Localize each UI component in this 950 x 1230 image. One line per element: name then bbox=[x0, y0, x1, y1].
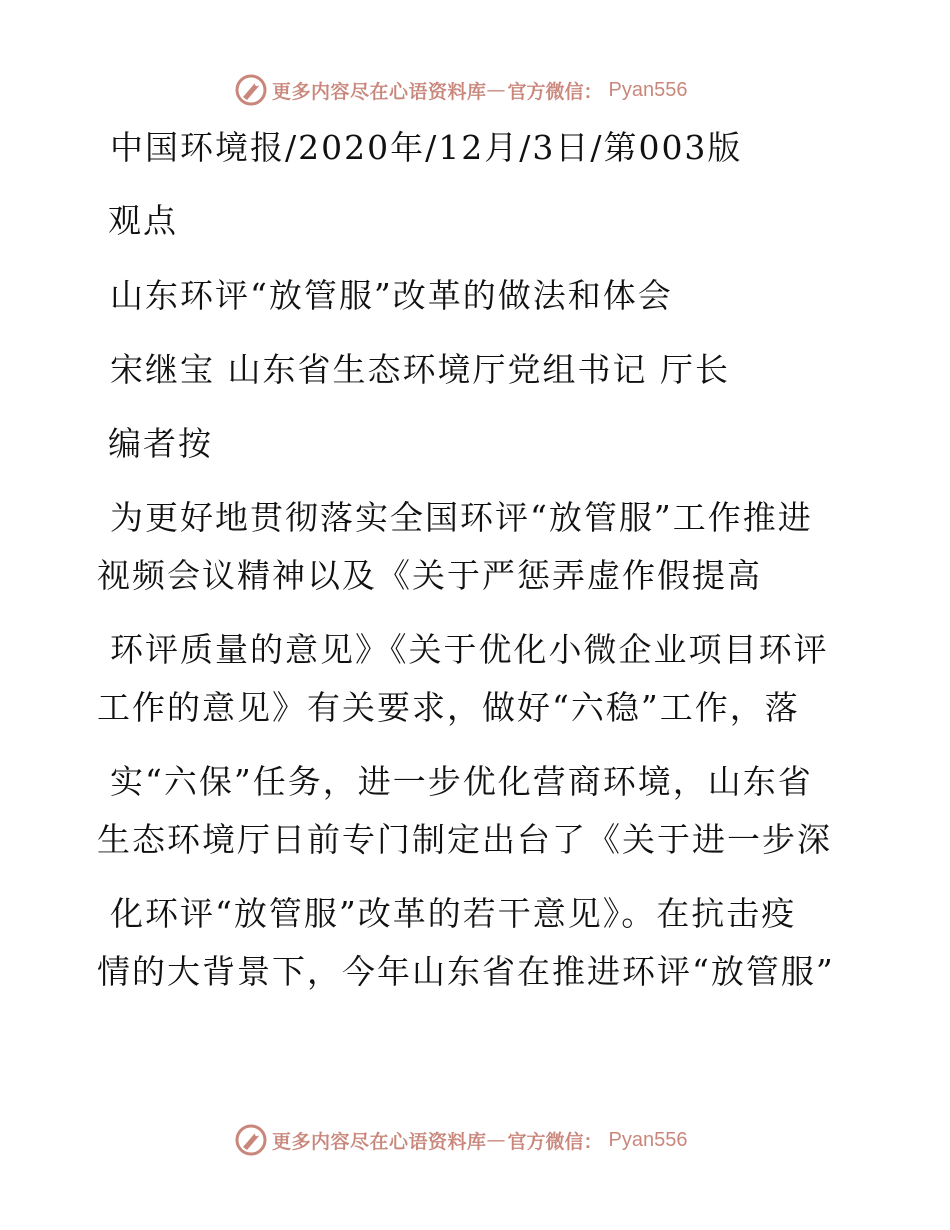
banner-separator: — bbox=[486, 1129, 506, 1151]
header-watermark-banner bbox=[234, 73, 688, 107]
section-label: 观点 bbox=[108, 201, 178, 240]
body-line: 环评质量的意见》《关于优化小微企业项目环评 bbox=[110, 630, 829, 669]
banner-slogan: 更多内容尽在心语资料库 bbox=[272, 1130, 487, 1153]
body-line: 为更好地贯彻落实全国环评“放管服”工作推进 bbox=[110, 498, 813, 537]
article-title: 山东环评“放管服”改革的做法和体会 bbox=[110, 276, 673, 315]
footer-watermark-banner bbox=[234, 1123, 688, 1157]
banner-slogan: 更多内容尽在心语资料库 bbox=[272, 80, 487, 103]
body-line: 视频会议精神以及《关于严惩弄虚作假提高 bbox=[97, 556, 762, 595]
editor-note-heading: 编者按 bbox=[108, 424, 213, 463]
pen-logo-icon bbox=[234, 73, 268, 107]
body-line: 工作的意见》有关要求，做好“六稳”工作，落 bbox=[97, 688, 800, 727]
banner-wechat-id: Pyan556 bbox=[608, 78, 688, 101]
pen-logo-icon bbox=[234, 1123, 268, 1157]
body-line: 化环评“放管服”改革的若干意见》。在抗击疫 bbox=[110, 894, 797, 933]
body-line: 生态环境厅日前专门制定出台了《关于进一步深 bbox=[97, 820, 832, 859]
banner-wechat-label: 官方微信： bbox=[507, 80, 603, 103]
banner-wechat-id: Pyan556 bbox=[608, 1128, 688, 1151]
author-line: 宋继宝 山东省生态环境厅党组书记 厅长 bbox=[110, 350, 730, 389]
body-line: 实“六保”任务，进一步优化营商环境，山东省 bbox=[110, 762, 813, 801]
source-line: 中国环境报/2020年/12月/3日/第003版 bbox=[110, 128, 743, 167]
body-line: 情的大背景下，今年山东省在推进环评“放管服” bbox=[97, 952, 835, 991]
banner-wechat-label: 官方微信： bbox=[507, 1130, 603, 1153]
banner-separator: — bbox=[486, 79, 506, 101]
